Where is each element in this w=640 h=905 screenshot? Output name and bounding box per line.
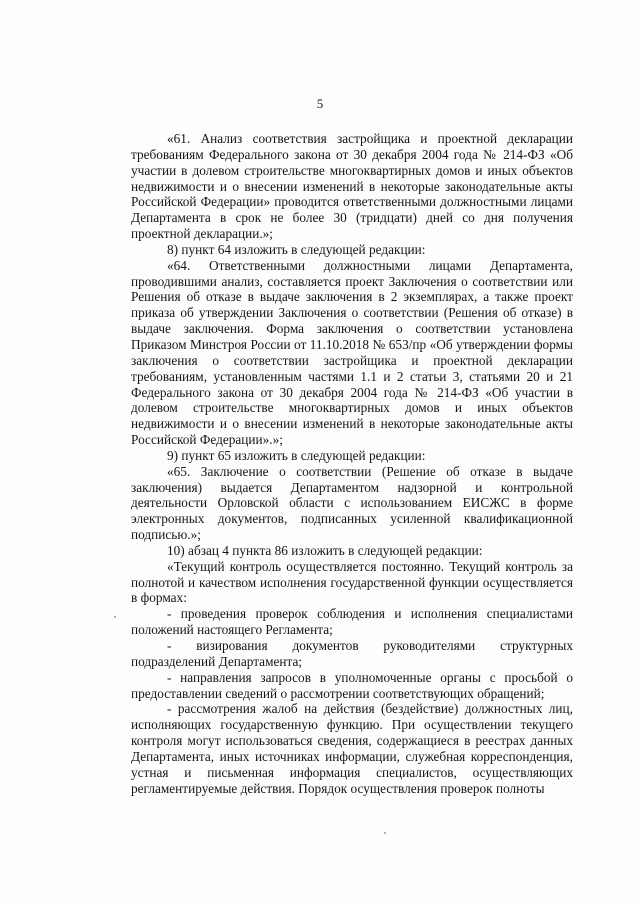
list-item-visa: - визирования документов руководителями структурных подразделений Департамента; bbox=[131, 638, 573, 669]
list-item-requests: - направления запросов в уполномоченные органы с просьбой о предоставлении сведений о рассмотрении соответствующих обращений; bbox=[131, 669, 573, 701]
amendment-9-heading: 9) пункт 65 изложить в следующей редакции: bbox=[167, 447, 426, 463]
paragraph-65: «65. Заключение о соответствии (Решение об отказе в выдаче заключения) выдается Департаментом надзорной и контрольной деятельности Орловской области с использованием ЕИСЖС в форме электронных документов, подписанных усиленной квалификационной подписью.»; bbox=[131, 463, 573, 543]
amendment-8-heading: 8) пункт 64 изложить в следующей редакции: bbox=[167, 241, 426, 257]
page-number: 5 bbox=[316, 96, 324, 111]
paragraph-61: «61. Анализ соответствия застройщика и проектной декларации требованиям Федерального закона от 30 декабря 2004 года № 214-ФЗ «Об участии в долевом строительстве многоквартирных домов и иных объектов недвижимости и о внесении изменений в некоторые законодательные акты Российской Федерации» проводится ответственными должностными лицами Департамента в срок не более 30 (тридцати) дней со дня получения проектной декларации.»; bbox=[131, 131, 573, 242]
scan-speck bbox=[384, 832, 386, 834]
amendment-10-heading: 10) абзац 4 пункта 86 изложить в следующей редакции: bbox=[167, 542, 483, 558]
document-body bbox=[131, 131, 573, 796]
scan-speck bbox=[114, 616, 116, 618]
paragraph-86-text: «Текущий контроль осуществляется постоянно. Текущий контроль за полнотой и качеством исполнения государственной функции осуществляется в формах: bbox=[131, 558, 573, 606]
list-item-complaints: - рассмотрения жалоб на действия (бездействие) должностных лиц, исполняющих государственную функцию. При осуществлении текущего контроля могут использоваться сведения, содержащиеся в реестрах данных Департамента, иных источниках информации, служебная корреспонденция, устная и письменная информация специалистов, осуществляющих регламентируемые действия. Порядок осуществления проверок полноты bbox=[131, 701, 573, 796]
list-item-inspections: - проведения проверок соблюдения и исполнения специалистами положений настоящего Регламента; bbox=[131, 606, 573, 638]
paragraph-64: «64. Ответственными должностными лицами Департамента, проводившими анализ, составляется проект Заключения о соответствии или Решения об отказе в выдаче заключения в 2 экземплярах, а также проект приказа об утверждении Заключения о соответствии (Решения об отказе) в выдаче заключения. Форма заключения о соответствии установлена Приказом Минстроя России от 11.10.2018 № 653/пр «Об утверждении формы заключения о соответствии застройщика и проектной декларации требованиям, установленным частями 1.1 и 2 статьи 3, статьями 20 и 21 Федерального закона от 30 декабря 2004 года № 214-ФЗ «Об участии в долевом строительстве многоквартирных домов и иных объектов недвижимости и о внесении изменений в некоторые законодательные акты Российской Федерации».»; bbox=[131, 257, 573, 448]
